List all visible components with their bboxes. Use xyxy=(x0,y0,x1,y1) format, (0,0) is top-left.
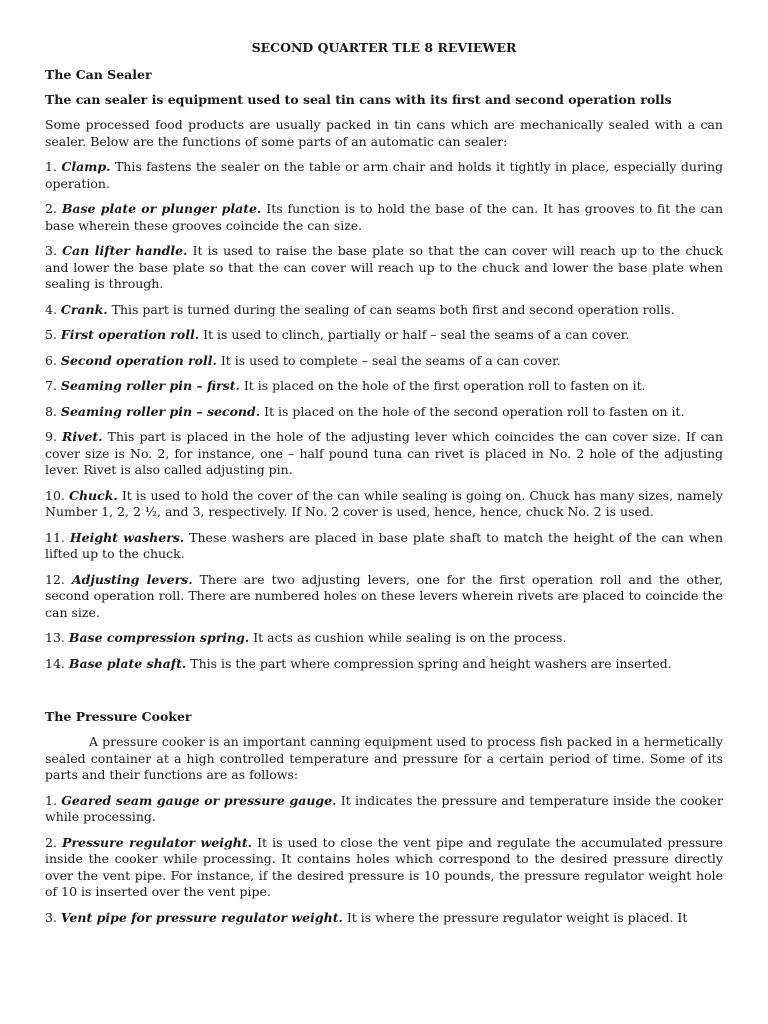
list-item: 3. Can lifter handle. It is used to raise the base plate so that the can cover will reach up to the chuck and lower the base plate so that the can cover will reach up to the chuck and lower the base plate when sealing is through. xyxy=(45,243,723,291)
section-spacer xyxy=(45,681,723,709)
list-item: 13. Base compression spring. It acts as cushion while sealing is on the process. xyxy=(45,630,567,645)
document-title: SECOND QUARTER TLE 8 REVIEWER xyxy=(251,40,517,55)
can-sealer-subheading: The can sealer is equipment used to seal tin cans with its first and second operation rolls xyxy=(45,92,672,107)
list-item: 9. Rivet. This part is placed in the hole of the adjusting lever which coincides the can cover size. If can cover size is No. 2, for instance, one – half pound tuna can rivet is placed in No. 2 hole of the adjusting lever. Rivet is also called adjusting pin. xyxy=(45,429,723,477)
can-sealer-intro: Some processed food products are usually packed in tin cans which are mechanically sealed with a can sealer. Below are the functions of some parts of an automatic can sealer: xyxy=(45,117,723,149)
pressure-cooker-list xyxy=(45,793,723,927)
list-item: 14. Base plate shaft. This is the part where compression spring and height washers are inserted. xyxy=(45,655,672,671)
list-item: 2. Base plate or plunger plate. Its function is to hold the base of the can. It has grooves to fit the can base wherein these grooves coincide the can size. xyxy=(45,201,723,233)
list-item: 1. Geared seam gauge or pressure gauge. It indicates the pressure and temperature inside the cooker while processing. xyxy=(45,792,723,824)
list-item: 5. First operation roll. It is used to clinch, partially or half – seal the seams of a can cover. xyxy=(45,327,630,342)
list-item: 2. Pressure regulator weight. It is used to close the vent pipe and regulate the accumulated pressure inside the cooker while processing. It contains holes which correspond to the desired pressure directly over the vent pipe. For instance, if the desired pressure is 10 pounds, the pressure regulator weight hole of 10 is inserted over the vent pipe. xyxy=(45,834,724,899)
list-item: 10. Chuck. It is used to hold the cover of the can while sealing is going on. Chuck has many sizes, namely Number 1, 2, 2 ½, and 3, respectively. If No. 2 cover is used, hence, hence, chuck No. 2 is used. xyxy=(45,487,723,519)
list-item: 1. Clamp. This fastens the sealer on the table or arm chair and holds it tightly in place, especially during operation. xyxy=(45,159,723,191)
list-item: 12. Adjusting levers. There are two adjusting levers, one for the first operation roll and the other, second operation roll. There are numbered holes on these levers wherein rivets are placed to coincide the can size. xyxy=(45,571,723,620)
list-item: 7. Seaming roller pin – first. It is placed on the hole of the first operation roll to fasten on it. xyxy=(45,378,646,393)
pressure-cooker-heading: The Pressure Cooker xyxy=(45,709,192,724)
can-sealer-list xyxy=(45,159,723,672)
list-item: 8. Seaming roller pin – second. It is placed on the hole of the second operation roll to fasten on it. xyxy=(45,403,685,419)
pressure-cooker-intro: A pressure cooker is an important canning equipment used to process fish packed in a hermetically sealed container at a high controlled temperature and pressure for a certain period of time. Some of its parts and their functions are as follows: xyxy=(45,734,723,782)
list-item: 3. Vent pipe for pressure regulator weight. It is where the pressure regulator weight is placed. It xyxy=(45,909,688,925)
list-item: 11. Height washers. These washers are placed in base plate shaft to match the height of the can when lifted up to the chuck. xyxy=(45,529,723,561)
list-item: 4. Crank. This part is turned during the sealing of can seams both first and second operation rolls. xyxy=(45,301,675,317)
can-sealer-heading: The Can Sealer xyxy=(45,67,152,82)
list-item: 6. Second operation roll. It is used to complete – seal the seams of a can cover. xyxy=(45,352,561,368)
